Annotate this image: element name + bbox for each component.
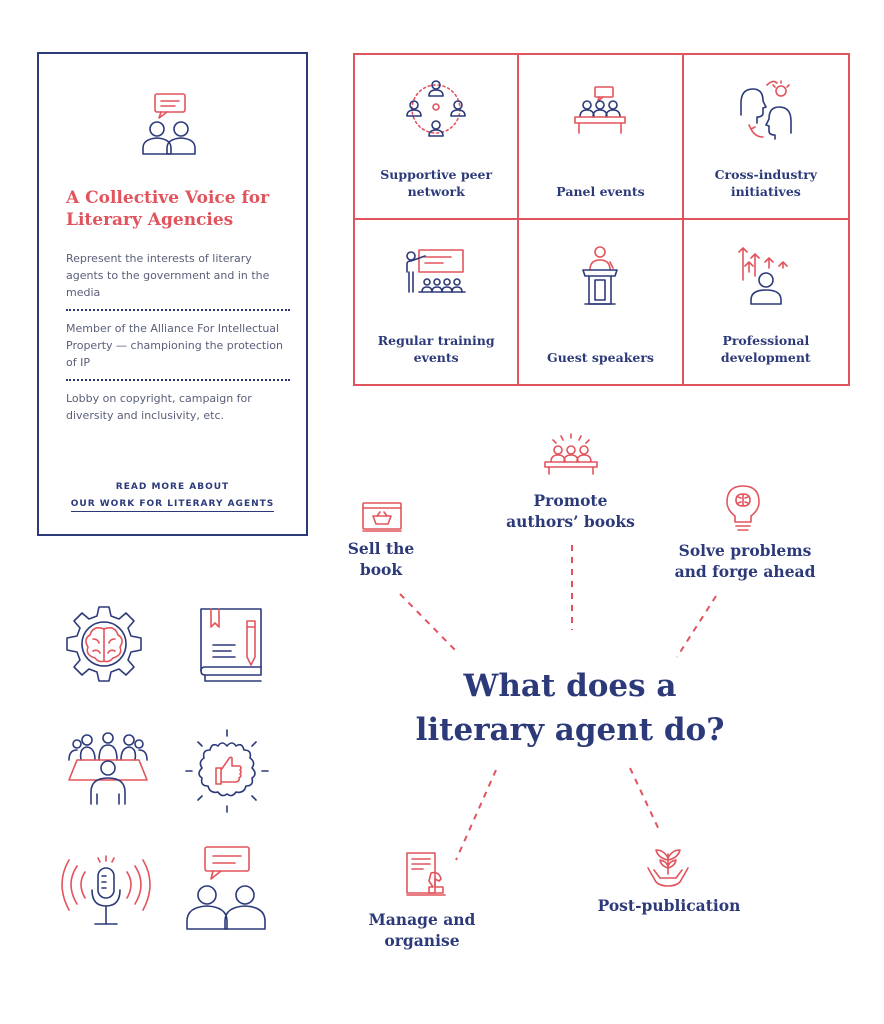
- benefit-cell: [355, 55, 519, 220]
- training-icon: [403, 242, 469, 312]
- spoke-label: Promote authors’ books: [506, 491, 635, 531]
- laptop-basket-icon: [361, 501, 403, 533]
- benefit-label: Cross-industry initiatives: [714, 166, 818, 199]
- card-item: Lobby on copyright, campaign for diversity and inclusivity, etc.: [66, 392, 252, 422]
- podium-icon: [567, 242, 633, 312]
- benefit-cell: [355, 220, 519, 385]
- benefit-label: Panel events: [556, 183, 645, 199]
- document-chess-icon: [403, 851, 447, 897]
- benefit-cell: [684, 220, 848, 385]
- chat-people-icon: [139, 92, 203, 158]
- gear-brain-icon: [63, 603, 145, 685]
- benefit-cell: [684, 55, 848, 220]
- benefit-label: Guest speakers: [547, 350, 654, 365]
- peer-network-icon: [403, 77, 469, 147]
- spoke-label: Post-publication: [597, 896, 741, 915]
- benefits-grid: [353, 53, 850, 386]
- microphone-icon: [63, 852, 149, 932]
- spoke-label: Sell the book: [347, 539, 415, 579]
- divider: [66, 309, 290, 311]
- benefit-label: Supportive peer network: [380, 166, 493, 199]
- connector-line: [630, 768, 660, 832]
- benefit-cell: [519, 220, 683, 385]
- cross-industry-icon: [733, 77, 799, 147]
- connector-line: [456, 770, 496, 860]
- card-item: Represent the interests of literary agents to the government and in the media: [66, 252, 270, 299]
- diagram-title: What does a literary agent do?: [415, 668, 725, 748]
- card-item: Member of the Alliance For Intellectual Property — championing the protection of IP: [66, 322, 284, 369]
- card-title: A Collective Voice for Literary Agencies: [66, 188, 270, 230]
- panel-applause-icon: [541, 432, 601, 474]
- lightbulb-brain-icon: [723, 484, 763, 534]
- read-more-line2[interactable]: OUR WORK FOR LITERARY AGENTS: [71, 499, 275, 512]
- divider: [66, 379, 290, 381]
- growth-icon: [733, 242, 799, 312]
- meeting-icon: [65, 730, 151, 806]
- chat-people-icon: [183, 845, 269, 931]
- spoke-label: Manage and organise: [368, 910, 476, 950]
- panel-icon: [567, 77, 633, 147]
- benefit-label: Professional development: [720, 333, 811, 365]
- read-more-link[interactable]: [39, 482, 306, 512]
- hands-plant-icon: [646, 844, 690, 888]
- thumbs-up-burst-icon: [184, 728, 270, 814]
- benefit-cell: [519, 55, 683, 220]
- connector-line: [677, 596, 716, 657]
- read-more-line1[interactable]: READ MORE ABOUT: [115, 482, 230, 492]
- book-pencil-icon: [195, 603, 267, 683]
- connector-line: [400, 594, 458, 653]
- collective-voice-card: [37, 52, 308, 536]
- spoke-label: Solve problems and forge ahead: [674, 541, 816, 581]
- benefit-label: Regular training events: [377, 333, 495, 365]
